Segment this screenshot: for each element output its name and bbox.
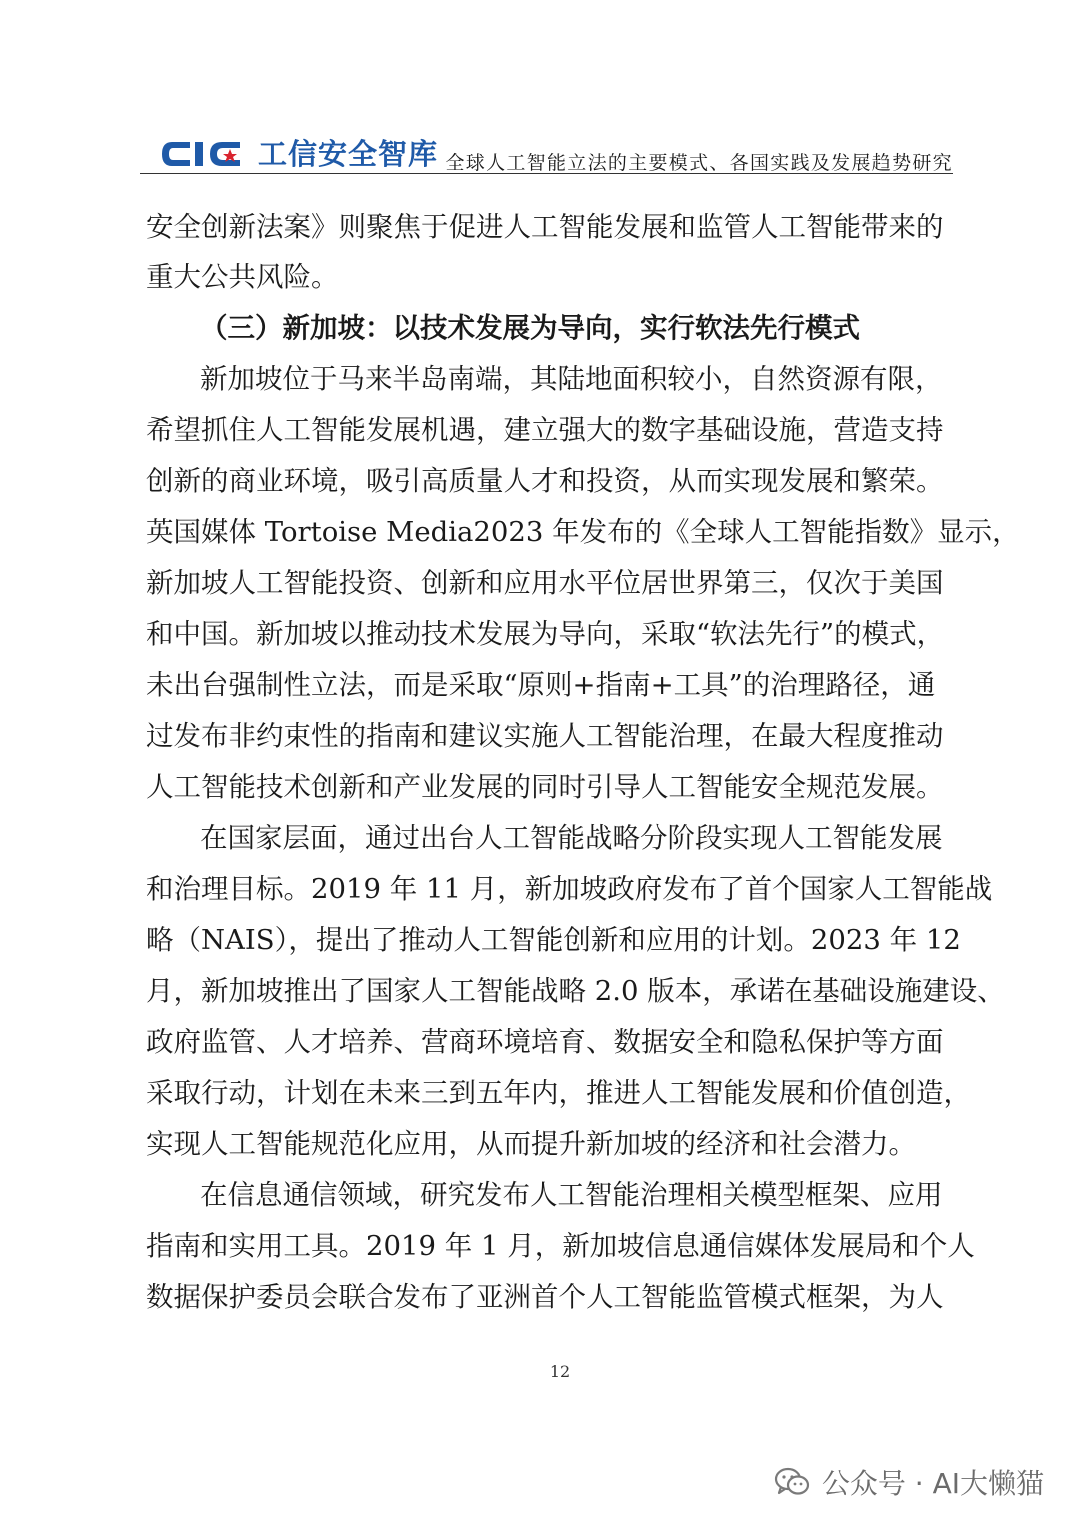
body-line: 月，新加坡推出了国家人工智能战略 2.0 版本，承诺在基础设施建设、 bbox=[146, 975, 1005, 1007]
body-line: 新加坡位于马来半岛南端，其陆地面积较小，自然资源有限， bbox=[200, 363, 943, 395]
body-line: 在信息通信领域，研究发布人工智能治理相关模型框架、应用 bbox=[200, 1179, 943, 1211]
page-header bbox=[140, 132, 953, 174]
body-line: 和中国。新加坡以推动技术发展为导向，采取“软法先行”的模式， bbox=[146, 618, 945, 650]
body-line: 数据保护委员会联合发布了亚洲首个人工智能监管模式框架，为人 bbox=[146, 1281, 944, 1313]
logo-text: 工信安全智库 bbox=[258, 137, 439, 171]
body-line: 略（NAIS），提出了推动人工智能创新和应用的计划。2023 年 12 bbox=[146, 924, 961, 956]
cic-logo bbox=[160, 132, 438, 172]
body-line: 重大公共风险。 bbox=[146, 261, 339, 293]
body-line: 创新的商业环境，吸引高质量人才和投资，从而实现发展和繁荣。 bbox=[146, 465, 944, 497]
body-line: 未出台强制性立法，而是采取“原则+指南+工具”的治理路径，通 bbox=[146, 669, 936, 701]
body-line: 和治理目标。2019 年 11 月，新加坡政府发布了首个国家人工智能战 bbox=[146, 873, 993, 905]
page-number: 12 bbox=[549, 1362, 571, 1381]
section-heading: （三）新加坡：以技术发展为导向，实行软法先行模式 bbox=[200, 312, 860, 344]
header-divider bbox=[140, 173, 953, 174]
body-line: 政府监管、人才培养、营商环境培育、数据安全和隐私保护等方面 bbox=[146, 1026, 944, 1058]
watermark-text: 公众号 · AI大懒猫 bbox=[821, 1467, 1044, 1500]
wechat-icon bbox=[774, 1466, 810, 1498]
cic-logo-mark bbox=[160, 136, 256, 172]
body-line: 安全创新法案》则聚焦于促进人工智能发展和监管人工智能带来的 bbox=[146, 211, 944, 243]
body-line: 人工智能技术创新和产业发展的同时引导人工智能安全规范发展。 bbox=[146, 771, 944, 803]
wechat-watermark bbox=[774, 1462, 1044, 1502]
body-line: 英国媒体 Tortoise Media2023 年发布的《全球人工智能指数》显示， bbox=[146, 516, 1020, 548]
body-line: 实现人工智能规范化应用，从而提升新加坡的经济和社会潜力。 bbox=[146, 1128, 916, 1160]
body-line: 在国家层面，通过出台人工智能战略分阶段实现人工智能发展 bbox=[200, 822, 943, 854]
body-line: 指南和实用工具。2019 年 1 月，新加坡信息通信媒体发展局和个人 bbox=[146, 1230, 975, 1262]
body-line: 过发布非约束性的指南和建议实施人工智能治理，在最大程度推动 bbox=[146, 720, 944, 752]
body-line: 希望抓住人工智能发展机遇，建立强大的数字基础设施，营造支持 bbox=[146, 414, 944, 446]
body-line: 新加坡人工智能投资、创新和应用水平位居世界第三，仅次于美国 bbox=[146, 567, 944, 599]
header-title: 全球人工智能立法的主要模式、各国实践及发展趋势研究 bbox=[445, 152, 953, 174]
body-line: 采取行动，计划在未来三到五年内，推进人工智能发展和价值创造， bbox=[146, 1077, 971, 1109]
